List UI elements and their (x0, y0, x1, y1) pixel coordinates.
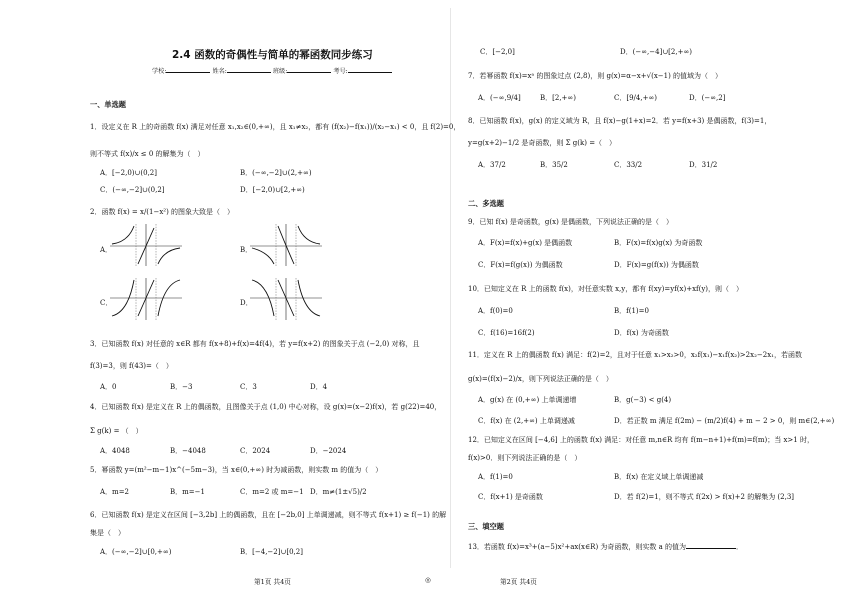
q9-option-b[interactable]: B．F(x)=f(x)g(x) 为奇函数 (614, 239, 703, 247)
q10-option-b[interactable]: B．f(1)=0 (614, 307, 649, 315)
question-13-stem: 13．若函数 f(x)=x³+(a−5)x²+ax(x∈R) 为奇函数，则实数 a 的值为 ． (468, 543, 744, 551)
q10-option-c[interactable]: C．f(16)=16f(2) (478, 329, 535, 337)
q9-option-a[interactable]: A．F(x)=f(x)+g(x) 是偶函数 (478, 239, 573, 247)
q1-option-a[interactable]: A．[−2,0)∪(0,2] (100, 169, 157, 177)
q11-option-a[interactable]: A．g(x) 在 (0,+∞) 上单调递增 (478, 396, 577, 404)
q2-option-b-label[interactable]: B． (240, 246, 253, 254)
q7-option-c[interactable]: C．[9/4,+∞) (614, 94, 658, 102)
question-2-stem: 2．函数 f(x) = x/(1−x²) 的图象大致是（ ） (90, 208, 235, 216)
question-5-stem: 5．幂函数 y=(m²−m−1)x^(−5m−3)，当 x∈(0,+∞) 时为减函数，则实数 m 的值为（ ） (90, 466, 383, 474)
q1-option-c[interactable]: C．(−∞,−2]∪(0,2] (100, 186, 165, 194)
q6-option-c[interactable]: C．[−2,0] (480, 48, 515, 56)
q3-option-a[interactable]: A．0 (100, 383, 117, 391)
question-12-stem-cont: f(x)>0．则下列说法正确的是（ ） (468, 454, 582, 462)
q12-option-d[interactable]: D．若 f(2)=1，则不等式 f(2x) > f(x)+2 的解集为 (2,3] (614, 493, 795, 501)
q2-option-d-label[interactable]: D． (240, 299, 253, 307)
question-1-stem-cont: 则不等式 f(x)/x ≤ 0 的解集为（ ） (90, 150, 205, 158)
q4-option-d[interactable]: D．−2024 (310, 447, 347, 455)
student-info-line (152, 66, 392, 75)
q10-option-a[interactable]: A．f(0)=0 (478, 307, 513, 315)
section-single-choice: 一、单选题 (90, 100, 126, 109)
question-11-stem: 11．定义在 R 上的偶函数 f(x) 满足：f(2)=2，且对于任意 x₁>x₂>0，x₂f(x₁)−x₁f(x₂)>2x₂−2x₁，若函数 (468, 351, 802, 359)
question-8-stem: 8．已知函数 f(x)，g(x) 的定义域为 R，且 f(x)−g(1+x)=2．若 y=f(x+3) 是偶函数，f(3)=1， (468, 117, 772, 125)
q7-option-b[interactable]: B．[2,+∞) (540, 94, 576, 102)
name-label: 姓名: (212, 68, 227, 75)
question-3-stem: 3．已知函数 f(x) 对任意的 x∈R 都有 f(x+8)+f(x)=4f(4)，若 y=f(x+2) 的图象关于点 (−2,0) 对称，且 (90, 340, 420, 348)
q4-option-a[interactable]: A．4048 (100, 447, 130, 455)
question-7-stem: 7．若幂函数 f(x)=xᵃ 的图象过点 (2,8)，则 g(x)=α−x+√(x−1) 的值域为（ ） (468, 72, 723, 80)
q8-option-b[interactable]: B．35/2 (540, 161, 568, 169)
q11-option-c[interactable]: C．f(x) 在 (2,+∞) 上单调递减 (478, 417, 575, 425)
left-column (80, 0, 461, 608)
q12-option-a[interactable]: A．f(1)=0 (478, 473, 513, 481)
footer-page-right: 第2页 共4页 (500, 578, 537, 586)
section-multi-choice: 二、多选题 (468, 199, 504, 208)
question-4-stem-cont: Σ g(k) = （ ） (90, 427, 143, 435)
question-4-stem: 4．已知函数 f(x) 是定义在 R 上的偶函数，且图像关于点 (1,0) 中心对称，设 g(x)=(x−2)f(x)，若 g(22)=40， (90, 403, 442, 411)
q3-option-d[interactable]: D．4 (310, 383, 328, 391)
question-11-stem-cont: g(x)=(f(x)−2)/x，则下列说法正确的是（ ） (468, 375, 613, 383)
q5-option-b[interactable]: B．m=−1 (170, 488, 205, 496)
question-8-stem-cont: y=g(x+2)−1/2 是奇函数，则 Σ g(k) =（ ） (468, 139, 617, 147)
q7-option-d[interactable]: D．(−∞,2] (689, 94, 726, 102)
q1-option-b[interactable]: B．(−∞,−2]∪(2,+∞) (240, 169, 312, 177)
q10-option-d[interactable]: D．f(x) 为奇函数 (614, 329, 669, 337)
question-6-stem-cont: 集是（ ） (90, 529, 125, 537)
q3-option-c[interactable]: C．3 (240, 383, 257, 391)
q2-option-c-graph[interactable] (110, 276, 182, 320)
q2-option-a-graph[interactable] (110, 222, 182, 266)
name-field[interactable] (227, 66, 271, 73)
q13-answer-blank[interactable] (686, 542, 736, 549)
q11-option-d[interactable]: D．若正数 m 满足 f(2m) − (m/2)f(4) + m − 2 > 0，则 m∈(2,+∞) (614, 417, 835, 425)
column-divider (450, 8, 451, 568)
q3-option-b[interactable]: B．−3 (170, 383, 193, 391)
footer-center-mark: ◎ (425, 576, 431, 584)
q12-option-c[interactable]: C．f(x+1) 是奇函数 (478, 493, 543, 501)
q5-option-a[interactable]: A．m=2 (100, 488, 130, 496)
question-10-stem: 10．已知定义在 R 上的函数 f(x)，对任意实数 x,y，都有 f(xy)=yf(x)+xf(y)，则（ ） (468, 285, 744, 293)
page-title: 2.4 函数的奇偶性与简单的幂函数同步练习 (172, 49, 373, 61)
q6-option-b[interactable]: B．[−4,−2]∪[0,2] (240, 548, 303, 556)
q5-option-d[interactable]: D．m≠(1±√5)/2 (310, 488, 367, 496)
class-label: 班级: (272, 68, 288, 75)
question-9-stem: 9．已知 f(x) 是奇函数，g(x) 是偶函数，下列说法正确的是（ ） (468, 218, 674, 226)
question-13-text: 13．若函数 f(x)=x³+(a−5)x²+ax(x∈R) 为奇函数，则实数 a 的值为 (468, 543, 687, 551)
q9-option-c[interactable]: C．F(x)=f(g(x)) 为偶函数 (478, 261, 563, 269)
q1-option-d[interactable]: D．[−2,0)∪[2,+∞) (240, 186, 305, 194)
q6-option-a[interactable]: A．(−∞,−2]∪[0,+∞) (100, 548, 172, 556)
q5-option-c[interactable]: C．m=2 或 m=−1 (240, 488, 304, 496)
school-field[interactable] (166, 66, 210, 73)
q8-option-c[interactable]: C．33/2 (614, 161, 643, 169)
q8-option-d[interactable]: D．31/2 (689, 161, 718, 169)
school-label: 学校: (152, 68, 167, 75)
footer-page-left: 第1页 共4页 (254, 578, 291, 586)
question-3-stem-cont: f(3)=3，则 f(43)=（ ） (90, 362, 173, 370)
q2-option-a-label[interactable]: A． (100, 246, 113, 254)
q4-option-c[interactable]: C．2024 (240, 447, 271, 455)
q8-option-a[interactable]: A．37/2 (478, 161, 506, 169)
class-field[interactable] (287, 66, 331, 73)
exam-no-label: 考号: (333, 68, 348, 75)
q12-option-b[interactable]: B．f(x) 在定义域上单调递减 (614, 473, 704, 481)
exam-no-field[interactable] (348, 66, 392, 73)
right-column (460, 0, 840, 608)
question-1-stem: 1．设定义在 R 上的奇函数 f(x) 满足对任意 x₁,x₂∈(0,+∞)，且 x₁≠x₂，都有 (f(x₂)−f(x₁))/(x₂−x₁) < 0，且 f(2)=0， (90, 123, 461, 131)
q7-option-a[interactable]: A．(−∞,9/4] (478, 94, 521, 102)
q2-option-d-graph[interactable] (250, 276, 322, 320)
section-fill-blank: 三、填空题 (468, 522, 504, 531)
q4-option-b[interactable]: B．−4048 (170, 447, 206, 455)
q6-option-d[interactable]: D．(−∞,−4]∪[2,+∞) (620, 48, 693, 56)
q9-option-d[interactable]: D．F(x)=g(f(x)) 为偶函数 (614, 261, 699, 269)
question-6-stem: 6．已知函数 f(x) 是定义在区间 [−3,2b] 上的偶函数，且在 [−2b,0] 上单调递减，则不等式 f(x+1) ≥ f(−1) 的解 (90, 511, 447, 519)
q11-option-b[interactable]: B．g(−3) < g(4) (614, 396, 672, 404)
q2-option-c-label[interactable]: C． (100, 299, 113, 307)
q2-option-b-graph[interactable] (250, 222, 322, 266)
question-12-stem: 12．已知定义在区间 [−4,6] 上的函数 f(x) 满足：对任意 m,n∈R 均有 f(m−n+1)+f(m)=f(m)；当 x>1 时， (468, 436, 814, 444)
